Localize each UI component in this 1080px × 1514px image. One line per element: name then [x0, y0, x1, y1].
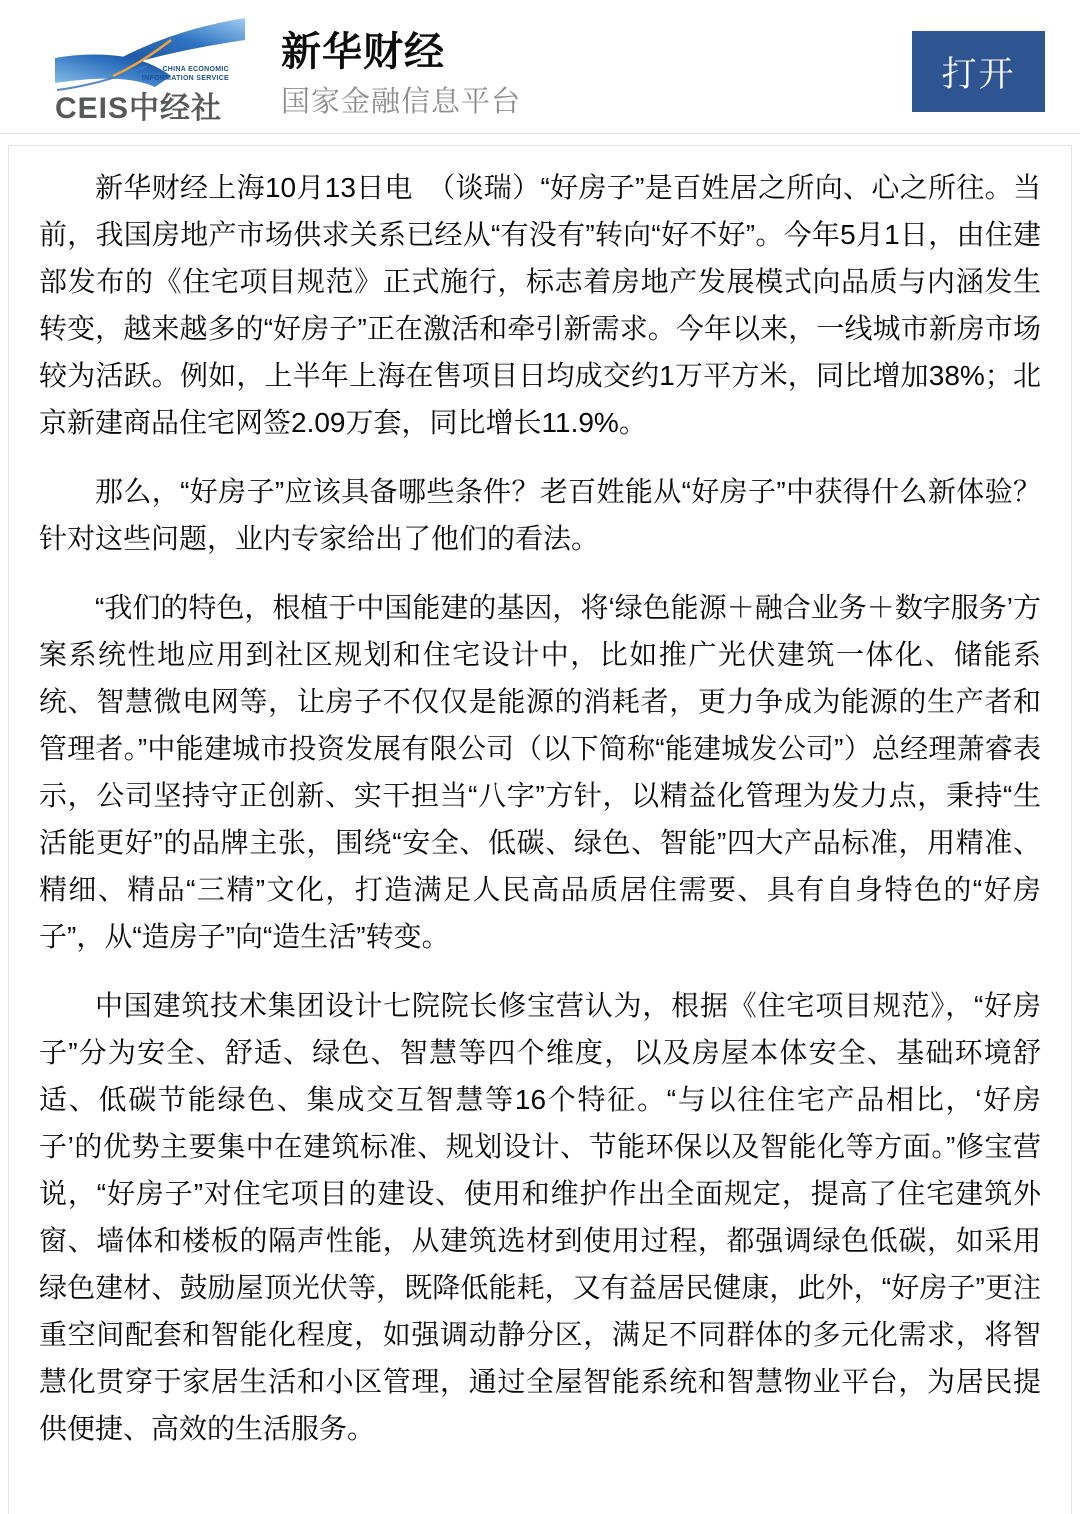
- ceis-service-line2: INFORMATION SERVICE: [141, 75, 229, 82]
- open-app-button[interactable]: 打开: [912, 31, 1045, 112]
- article-body: [39, 164, 1041, 1452]
- ceis-service-name: [142, 65, 229, 83]
- ceis-service-line1: CHINA ECONOMIC: [162, 66, 229, 73]
- ceis-brand-text: CEIS中经社: [55, 92, 223, 125]
- app-title: 新华财经: [281, 30, 445, 74]
- app-banner: [0, 0, 1080, 134]
- article-card: [8, 145, 1072, 1514]
- masthead: [281, 30, 521, 118]
- article-paragraph: “我们的特色，根植于中国能建的基因，将‘绿色能源＋融合业务＋数字服务’方案系统性地应用到社区规划和住宅设计中，比如推广光伏建筑一体化、储能系统、智慧微电网等，让房子不仅仅是能源的消耗者，更力争成为能源的生产者和管理者。”中能建城市投资发展有限公司（以下简称“能建城发公司”）总经理萧睿表示，公司坚持守正创新、实干担当“八字”方针，以精益化管理为发力点，秉持“生活能更好”的品牌主张，围绕“安全、低碳、绿色、智能”四大产品标准，用精准、精细、精品“三精”文化，打造满足人民高品质居住需要、具有自身特色的“好房子”，从“造房子”向“造生活”转变。: [39, 592, 1041, 952]
- ceis-logo: [55, 14, 245, 126]
- article-paragraph: 那么，“好房子”应该具备哪些条件？老百姓能从“好房子”中获得什么新体验？针对这些问题，业内专家给出了他们的看法。: [39, 476, 1041, 554]
- app-subtitle: 国家金融信息平台: [281, 86, 522, 118]
- article-paragraph: 中国建筑技术集团设计七院院长修宝营认为，根据《住宅项目规范》，“好房子”分为安全、舒适、绿色、智慧等四个维度，以及房屋本体安全、基础环境舒适、低碳节能绿色、集成交互智慧等16个特征。“与以往住宅产品相比，‘好房子’的优势主要集中在建筑标准、规划设计、节能环保以及智能化等方面。”修宝营说，“好房子”对住宅项目的建设、使用和维护作出全面规定，提高了住宅建筑外窗、墙体和楼板的隔声性能，从建筑选材到使用过程，都强调绿色低碳，如采用绿色建材、鼓励屋顶光伏等，既降低能耗，又有益居民健康，此外，“好房子”更注重空间配套和智能化程度，如强调动静分区，满足不同群体的多元化需求，将智慧化贯穿于家居生活和小区管理，通过全屋智能系统和智慧物业平台，为居民提供便捷、高效的生活服务。: [39, 990, 1041, 1444]
- article-paragraph: 新华财经上海10月13日电 （谈瑞）“好房子”是百姓居之所向、心之所往。当前，我国房地产市场供求关系已经从“有没有”转向“好不好”。今年5月1日，由住建部发布的《住宅项目规范》正式施行，标志着房地产发展模式向品质与内涵发生转变，越来越多的“好房子”正在激活和牵引新需求。今年以来，一线城市新房市场较为活跃。例如，上半年上海在售项目日均成交约1万平方米，同比增加38%；北京新建商品住宅网签2.09万套，同比增长11.9%。: [39, 172, 1041, 438]
